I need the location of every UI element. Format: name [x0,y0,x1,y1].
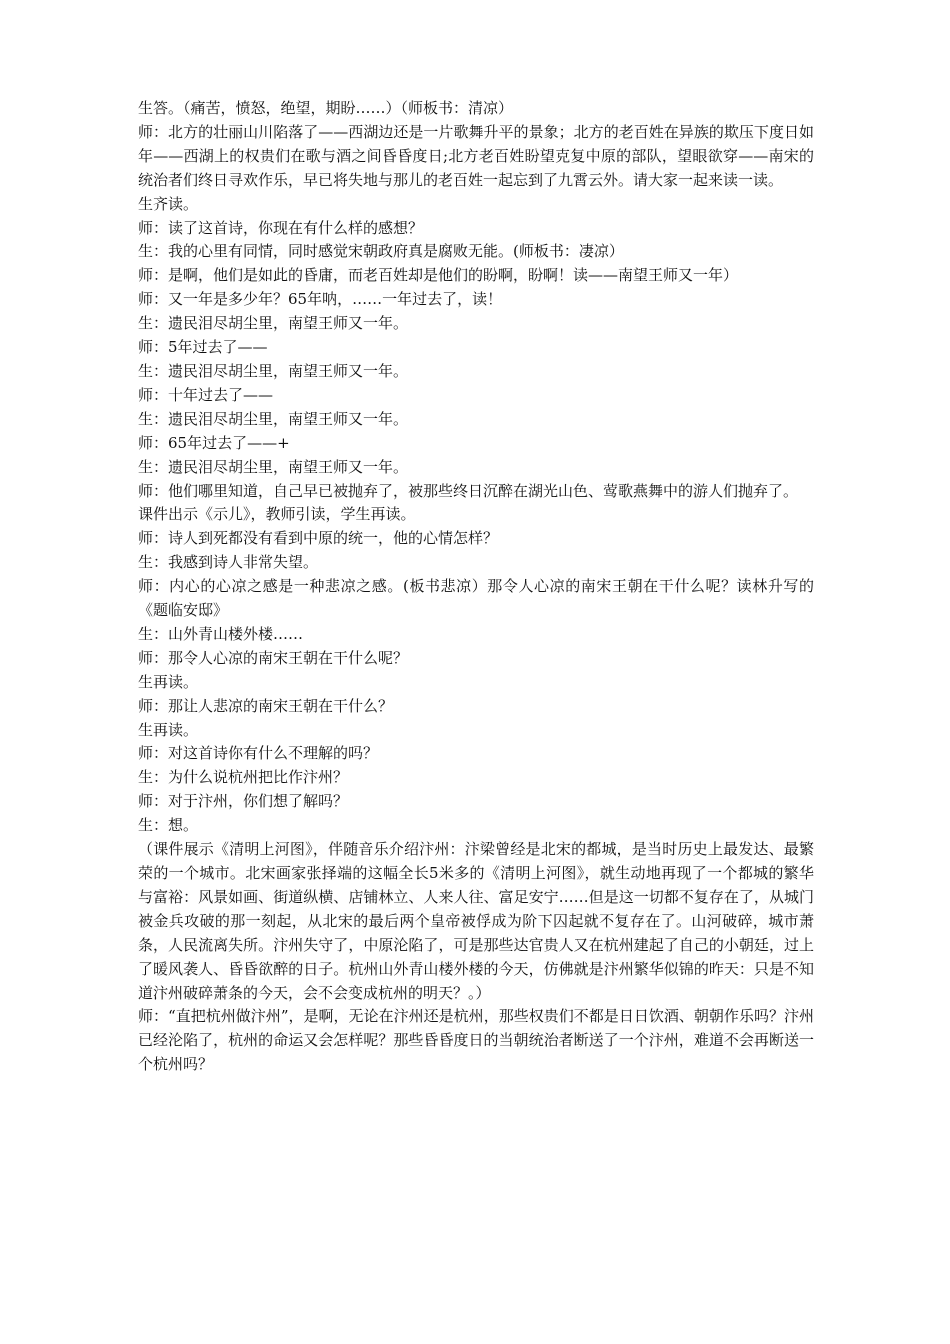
paragraph-student-answer: 生答。（痛苦，愤怒，绝望，期盼……）（师板书：清凉） [138,99,514,117]
paragraph-student-why-bianzhou: 生：为什么说杭州把比作汴州？ [138,768,349,787]
paragraph-teacher-poet-mood: 师：诗人到死都没有看到中原的统一，他的心情怎样？ [138,529,499,548]
paragraph-courseware-shi-er: 课件出示《示儿》，教师引读，学生再读。 [138,505,416,524]
paragraph-student-recite-3: 生：遗民泪尽胡尘里，南望王师又一年。 [138,409,409,428]
paragraph-teacher-yes: 师：是啊，他们是如此的昏庸，而老百姓却是他们的盼啊，盼啊！读——南望王师又一年） [138,266,739,285]
paragraph-teacher-conclusion: 师：“直把杭州做汴州”，是啊，无论在汴州还是杭州，那些权贵们不都是日日饮酒、朝朝作乐吗？汴州已经沦陷了，杭州的命运又会怎样呢？那些昏昏度日的当朝统治者断送了一个汴州，难道不会再断送一个杭州吗？ [138,1007,814,1074]
paragraph-courseware-qingming: （课件展示《清明上河图》，伴随音乐介绍汴州：汴梁曾经是北宋的都城，是当时历史上最发达、最繁荣的一个城市。北宋画家张择端的这幅全长5米多的《清明上河图》，就生动地再现了一个都城的繁华与富裕：风景如画、街道纵横、店铺林立、人来人往、富足安宁……但是这一切都不复存在了，从城门被金兵攻破的那一刻起，从北宋的最后两个皇帝被俘成为阶下囚起就不复存在了。山河破碎，城市萧条，人民流离失所。汴州失守了，中原沦陷了，可是那些达官贵人又在杭州建起了自己的小朝廷，过上了暖风袭人、昏昏欲醉的日子。杭州山外青山楼外楼的今天，仿佛就是汴州繁华似锦的昨天：只是不知道汴州破碎萧条的今天，会不会变成杭州的明天？。） [138,840,814,1002]
paragraph-teacher-65-years: 师：65年过去了——+ [138,433,290,452]
document-body [138,97,814,1077]
paragraph-teacher-5-years: 师：5年过去了—— [138,338,268,357]
paragraph-students-read-together: 生齐读。 [138,194,199,213]
paragraph-student-want: 生：想。 [138,816,199,835]
paragraph-student-disappointed: 生：我感到诗人非常失望。 [138,553,319,572]
paragraph-student-recite-2: 生：遗民泪尽胡尘里，南望王师又一年。 [138,361,409,380]
paragraph-teacher-what-doing-2: 师：那让人悲凉的南宋王朝在干什么？ [138,696,394,715]
paragraph-teacher-sorrow: 师：内心的心凉之感是一种悲凉之感。(板书悲凉）那令人心凉的南宋王朝在干什么呢？读林升写的《题临安邸》 [138,577,814,620]
paragraph-student-recite-1: 生：遗民泪尽胡尘里，南望王师又一年。 [138,314,409,333]
paragraph-teacher-another-year: 师：又一年是多少年？65年呐，……一年过去了，读！ [138,290,503,309]
paragraph-teacher-what-doing-1: 师：那令人心凉的南宋王朝在干什么呢？ [138,648,409,667]
paragraph-student-reread-2: 生再读。 [138,720,199,739]
paragraph-teacher-10-years: 师：十年过去了—— [138,385,274,404]
paragraph-student-reread-1: 生再读。 [138,672,199,691]
paragraph-teacher-north-west-lake: 师：北方的壮丽山川陷落了——西湖边还是一片歌舞升平的景象；北方的老百姓在异族的欺压下度日如年——西湖上的权贵们在歌与酒之间昏昏度日;北方老百姓盼望克复中原的部队，望眼欲穿——南宋的统治者们终日寻欢作乐，早已将失地与那儿的老百姓一起忘到了九霄云外。请大家一起来读一读。 [138,122,814,189]
paragraph-student-recite-4: 生：遗民泪尽胡尘里，南望王师又一年。 [138,457,409,476]
paragraph-teacher-abandoned: 师：他们哪里知道，自己早已被抛弃了，被那些终日沉醉在湖光山色、莺歌燕舞中的游人们抛弃了。 [138,481,799,500]
paragraph-teacher-about-bianzhou: 师：对于汴州，你们想了解吗？ [138,792,349,811]
paragraph-teacher-question-feeling: 师：读了这首诗，你现在有什么样的感想？ [138,218,424,237]
paragraph-student-sympathy: 生：我的心里有同情，同时感觉宋朝政府真是腐败无能。(师板书：凄凉） [138,242,624,261]
paragraph-teacher-any-questions: 师：对这首诗你有什么不理解的吗？ [138,744,379,763]
paragraph-student-poem-line: 生：山外青山楼外楼…… [138,624,304,643]
